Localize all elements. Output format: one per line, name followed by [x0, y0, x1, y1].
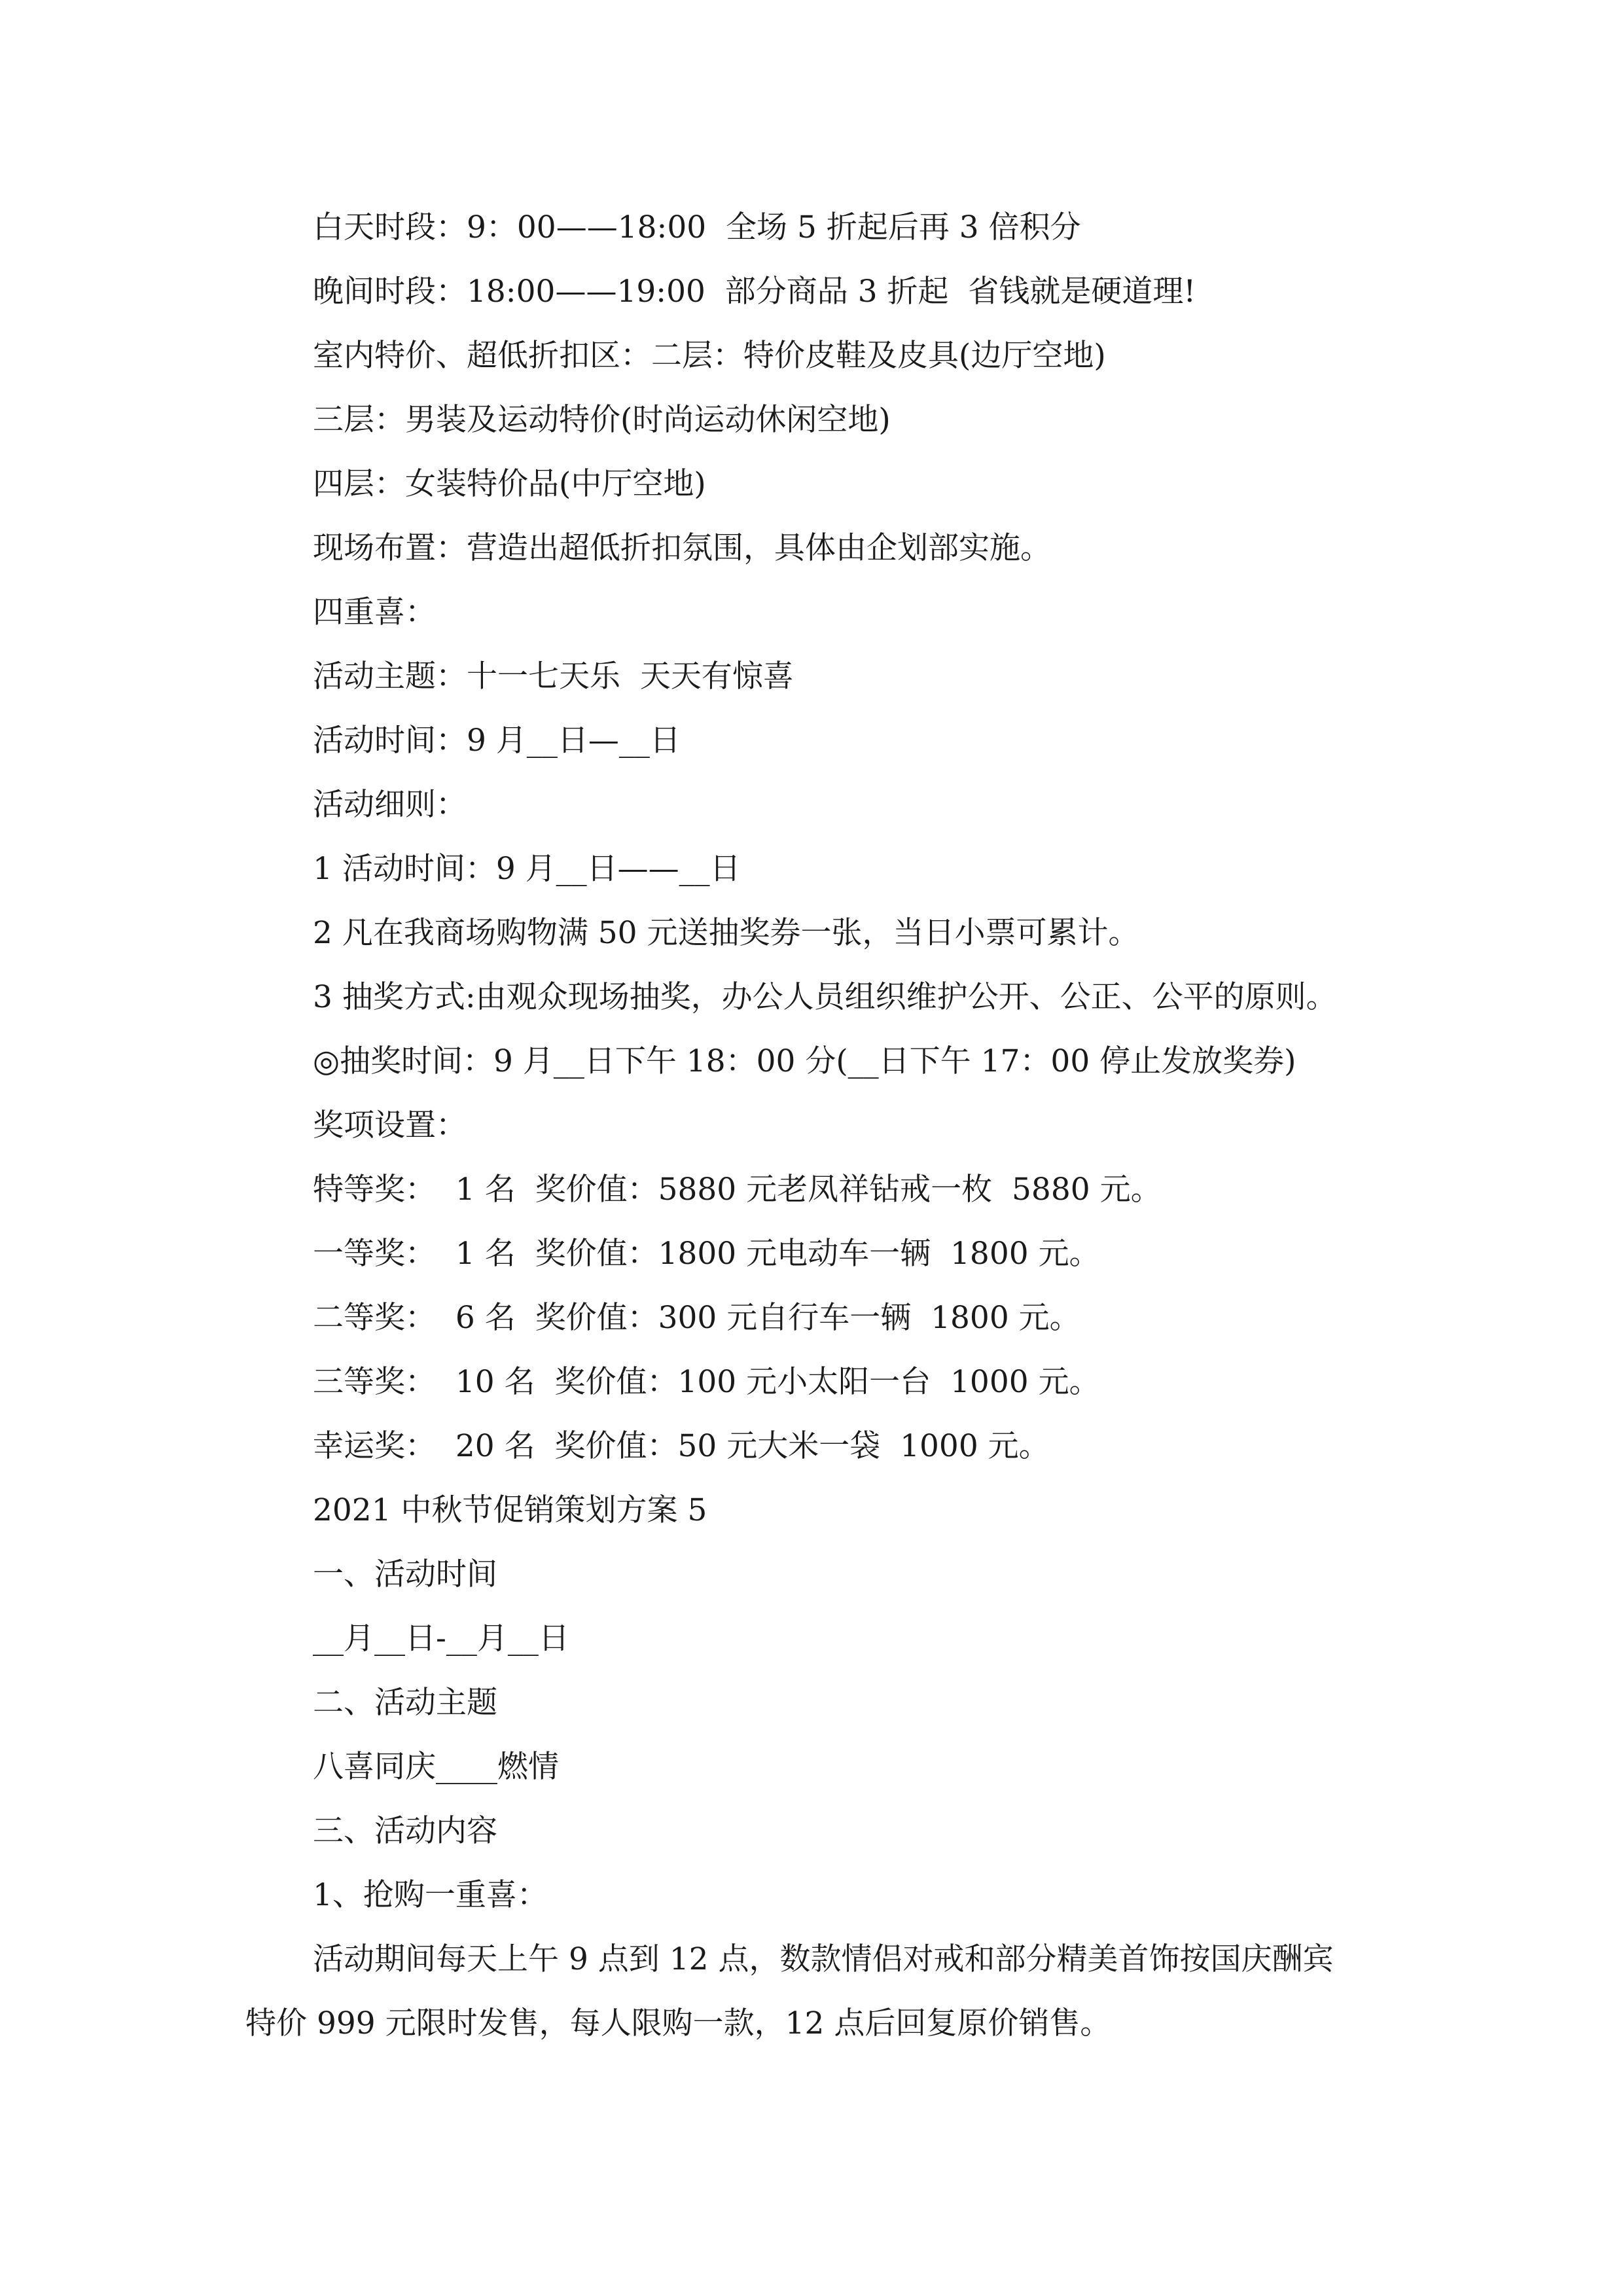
document-title: 2021 中秋节促销策划方案 5 — [313, 1492, 707, 1528]
text-line: 白天时段：9：00——18:00 全场 5 折起后再 3 倍积分 — [313, 209, 1081, 245]
text-line: ◎抽奖时间：9 月__日下午 18：00 分(__日下午 17：00 停止发放奖券) — [313, 1043, 1296, 1079]
paragraph-first-line: 活动期间每天上午 9 点到 12 点，数款情侣对戒和部分精美首饰按国庆酬宾 — [313, 1941, 1334, 1977]
prize-line: 一等奖： 1 名 奖价值：1800 元电动车一辆 1800 元。 — [313, 1236, 1100, 1272]
text-line: 室内特价、超低折扣区：二层：特价皮鞋及皮具(边厅空地) — [313, 338, 1106, 374]
section-heading: 一、活动时间 — [313, 1556, 497, 1592]
text-line: 三层：男装及运动特价(时尚运动休闲空地) — [313, 402, 891, 438]
text-line: 2 凡在我商场购物满 50 元送抽奖券一张，当日小票可累计。 — [313, 915, 1139, 951]
text-line: 1、抢购一重喜： — [313, 1877, 548, 1913]
text-line: 活动主题：十一七天乐 天天有惊喜 — [313, 658, 794, 694]
paragraph-continuation-line: 特价 999 元限时发售，每人限购一款，12 点后回复原价销售。 — [245, 2005, 1111, 2041]
prize-line: 特等奖： 1 名 奖价值：5880 元老凤祥钻戒一枚 5880 元。 — [313, 1172, 1162, 1208]
text-line: __月__日-__月__日 — [313, 1621, 569, 1657]
text-line: 晚间时段：18:00——19:00 部分商品 3 折起 省钱就是硬道理! — [313, 274, 1196, 310]
text-line: 活动时间：9 月__日—__日 — [313, 723, 681, 759]
text-line: 四层：女装特价品(中厅空地) — [313, 466, 706, 502]
prize-line: 二等奖： 6 名 奖价值：300 元自行车一辆 1800 元。 — [313, 1300, 1080, 1336]
text-line: 八喜同庆____燃情 — [313, 1749, 559, 1785]
text-line: 活动细则： — [313, 787, 467, 823]
section-heading: 三、活动内容 — [313, 1813, 497, 1849]
section-heading: 四重喜： — [313, 594, 436, 630]
text-line: 现场布置：营造出超低折扣氛围，具体由企划部实施。 — [313, 530, 1051, 566]
text-line: 1 活动时间：9 月__日——__日 — [313, 851, 741, 887]
prize-line: 幸运奖： 20 名 奖价值：50 元大米一袋 1000 元。 — [313, 1428, 1050, 1464]
text-line: 奖项设置： — [313, 1107, 467, 1143]
prize-line: 三等奖： 10 名 奖价值：100 元小太阳一台 1000 元。 — [313, 1364, 1100, 1400]
text-line: 3 抽奖方式:由观众现场抽奖，办公人员组织维护公开、公正、公平的原则。 — [313, 979, 1337, 1015]
section-heading: 二、活动主题 — [313, 1685, 497, 1721]
